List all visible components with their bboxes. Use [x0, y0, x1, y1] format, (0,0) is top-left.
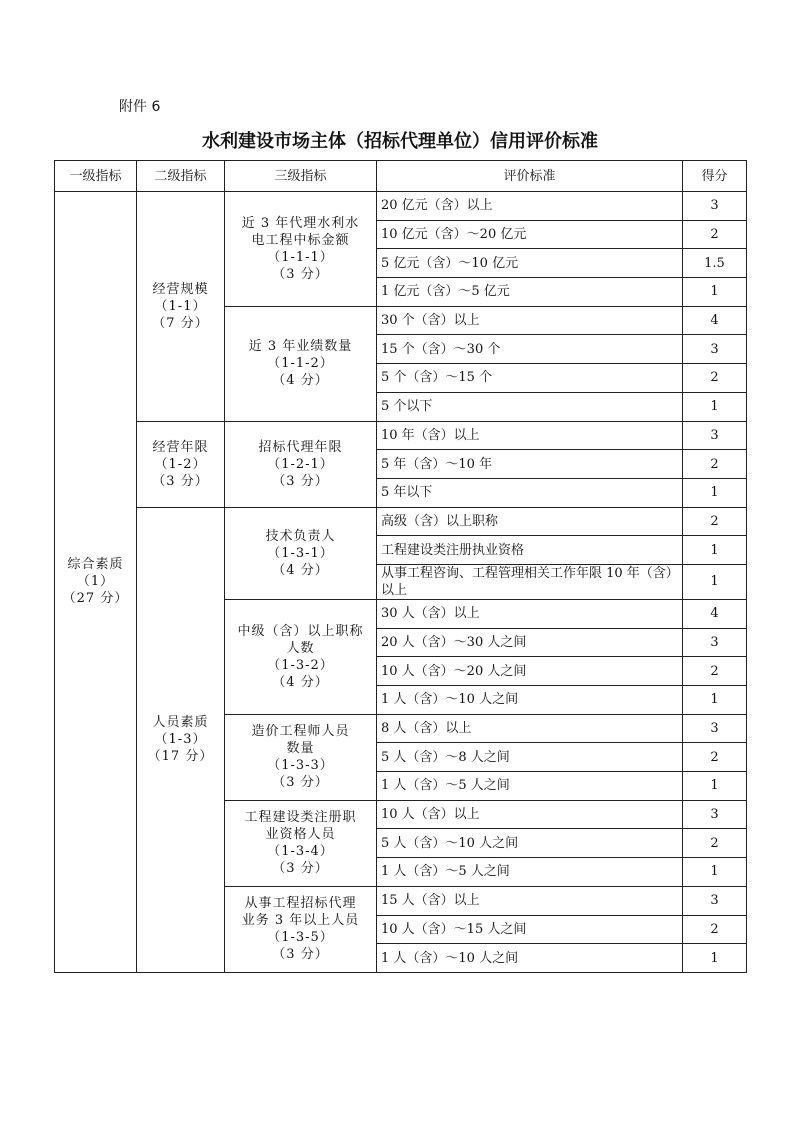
level2-indicator-line: （1-1） — [154, 298, 207, 314]
header-score: 得分 — [683, 161, 747, 192]
level3-indicator-line: 业资格人员 — [265, 827, 336, 843]
score-cell: 3 — [683, 628, 747, 657]
level2-indicator — [137, 507, 225, 972]
level3-indicator-line: （3 分） — [272, 947, 329, 963]
annex-label: 附件 6 — [119, 99, 161, 115]
score-cell: 2 — [683, 364, 747, 393]
score-cell: 3 — [683, 335, 747, 364]
table-body — [55, 192, 747, 973]
criterion-cell: 工程建设类注册执业资格 — [377, 536, 683, 565]
score-cell: 1.5 — [683, 249, 747, 278]
level3-indicator-line: 数量 — [286, 741, 315, 757]
table-row — [55, 192, 747, 221]
score-cell: 4 — [683, 599, 747, 628]
criterion-cell: 15 人（含）以上 — [377, 886, 683, 915]
level3-indicator-line: （1-1-1） — [267, 249, 334, 265]
level1-indicator-line: 综合素质 — [67, 557, 124, 573]
criterion-cell: 30 人（含）以上 — [377, 599, 683, 628]
level3-indicator — [225, 599, 377, 714]
header-level2: 二级指标 — [137, 161, 225, 192]
criterion-cell: 1 人（含）～5 人之间 — [377, 772, 683, 801]
score-cell: 2 — [683, 450, 747, 479]
level3-indicator-line: （1-3-4） — [267, 844, 334, 860]
score-cell: 1 — [683, 564, 747, 599]
criterion-cell: 10 亿元（含）～20 亿元 — [377, 220, 683, 249]
criterion-cell: 15 个（含）～30 个 — [377, 335, 683, 364]
score-cell: 4 — [683, 306, 747, 335]
level2-indicator-line: （7 分） — [152, 315, 209, 331]
level3-indicator-line: 造价工程师人员 — [251, 724, 350, 740]
header-criterion: 评价标准 — [377, 161, 683, 192]
level3-indicator-line: 业务 3 年以上人员 — [241, 913, 360, 929]
score-cell: 1 — [683, 278, 747, 307]
table-row — [55, 507, 747, 536]
score-cell: 1 — [683, 536, 747, 565]
level2-indicator-line: （1-2） — [154, 456, 207, 472]
criterion-cell: 30 个（含）以上 — [377, 306, 683, 335]
score-cell: 3 — [683, 192, 747, 221]
level3-indicator-line: （4 分） — [272, 562, 329, 578]
level3-indicator-line: 从事工程招标代理 — [244, 896, 357, 912]
level3-indicator-line: 近 3 年业绩数量 — [248, 339, 353, 355]
score-cell: 3 — [683, 800, 747, 829]
level3-indicator-line: 技术负责人 — [265, 528, 336, 544]
criterion-cell: 8 人（含）以上 — [377, 714, 683, 743]
level3-indicator-line: （1-3-5） — [267, 930, 334, 946]
header-row — [55, 161, 747, 192]
level2-indicator-line: 经营规模 — [152, 281, 209, 297]
table-row — [55, 421, 747, 450]
level3-indicator-line: 人数 — [286, 640, 315, 656]
score-cell: 2 — [683, 743, 747, 772]
level3-indicator-line: （4 分） — [272, 674, 329, 690]
criterion-cell: 20 亿元（含）以上 — [377, 192, 683, 221]
level2-indicator — [137, 192, 225, 422]
criterion-cell: 5 个以下 — [377, 392, 683, 421]
score-cell: 3 — [683, 714, 747, 743]
criterion-cell: 从事工程咨询、工程管理相关工作年限 10 年（含）以上 — [377, 564, 683, 599]
criterion-cell: 5 人（含）～10 人之间 — [377, 829, 683, 858]
level3-indicator-line: （3 分） — [272, 473, 329, 489]
level3-indicator-line: （3 分） — [272, 775, 329, 791]
criterion-cell: 20 人（含）～30 人之间 — [377, 628, 683, 657]
level3-indicator — [225, 800, 377, 886]
criterion-cell: 5 人（含）～8 人之间 — [377, 743, 683, 772]
score-cell: 1 — [683, 392, 747, 421]
header-level3: 三级指标 — [225, 161, 377, 192]
criterion-cell: 10 人（含）～20 人之间 — [377, 657, 683, 686]
criterion-cell: 10 年（含）以上 — [377, 421, 683, 450]
level1-indicator-line: （27 分） — [62, 591, 129, 607]
criterion-cell: 1 人（含）～10 人之间 — [377, 686, 683, 715]
score-cell: 2 — [683, 507, 747, 536]
level3-indicator-line: 招标代理年限 — [258, 439, 343, 455]
score-cell: 1 — [683, 686, 747, 715]
level1-indicator — [55, 192, 137, 973]
level3-indicator — [225, 886, 377, 972]
level3-indicator-line: 中级（含）以上职称 — [237, 623, 364, 639]
level1-indicator-line: （1） — [76, 574, 115, 590]
level3-indicator-line: （1-2-1） — [267, 456, 334, 472]
score-cell: 1 — [683, 478, 747, 507]
level3-indicator-line: （1-3-1） — [267, 545, 334, 561]
score-cell: 3 — [683, 421, 747, 450]
criterion-cell: 10 人（含）～15 人之间 — [377, 915, 683, 944]
score-cell: 3 — [683, 886, 747, 915]
evaluation-table — [54, 160, 747, 973]
criterion-cell: 1 亿元（含）～5 亿元 — [377, 278, 683, 307]
document-title: 水利建设市场主体（招标代理单位）信用评价标准 — [202, 131, 598, 152]
level2-indicator-line: （17 分） — [147, 749, 214, 765]
level3-indicator-line: （4 分） — [272, 373, 329, 389]
level2-indicator-line: 经营年限 — [152, 439, 209, 455]
score-cell: 1 — [683, 772, 747, 801]
criterion-cell: 5 年（含）～10 年 — [377, 450, 683, 479]
level3-indicator-line: （1-3-3） — [267, 758, 334, 774]
criterion-cell: 10 人（含）以上 — [377, 800, 683, 829]
level3-indicator — [225, 192, 377, 307]
criterion-cell: 5 年以下 — [377, 478, 683, 507]
score-cell: 2 — [683, 220, 747, 249]
score-cell: 1 — [683, 858, 747, 887]
level3-indicator-line: （1-1-2） — [267, 356, 334, 372]
score-cell: 1 — [683, 944, 747, 973]
score-cell: 2 — [683, 829, 747, 858]
criterion-cell: 1 人（含）～5 人之间 — [377, 858, 683, 887]
level3-indicator — [225, 714, 377, 800]
level2-indicator-line: （1-3） — [154, 732, 207, 748]
header-level1: 一级指标 — [55, 161, 137, 192]
level3-indicator-line: 工程建设类注册职 — [244, 810, 357, 826]
level3-indicator-line: （3 分） — [272, 861, 329, 877]
level3-indicator-line: 近 3 年代理水利水 — [241, 215, 360, 231]
level3-indicator — [225, 507, 377, 599]
score-cell: 2 — [683, 915, 747, 944]
level2-indicator-line: （3 分） — [152, 473, 209, 489]
score-cell: 2 — [683, 657, 747, 686]
criterion-cell: 1 人（含）～10 人之间 — [377, 944, 683, 973]
criterion-cell: 5 个（含）～15 个 — [377, 364, 683, 393]
level3-indicator — [225, 306, 377, 421]
level3-indicator-line: （1-3-2） — [267, 657, 334, 673]
criterion-cell: 5 亿元（含）～10 亿元 — [377, 249, 683, 278]
level3-indicator-line: （3 分） — [272, 266, 329, 282]
criterion-cell: 高级（含）以上职称 — [377, 507, 683, 536]
level2-indicator — [137, 421, 225, 507]
level3-indicator — [225, 421, 377, 507]
level2-indicator-line: 人员素质 — [152, 715, 209, 731]
level3-indicator-line: 电工程中标金额 — [251, 232, 350, 248]
